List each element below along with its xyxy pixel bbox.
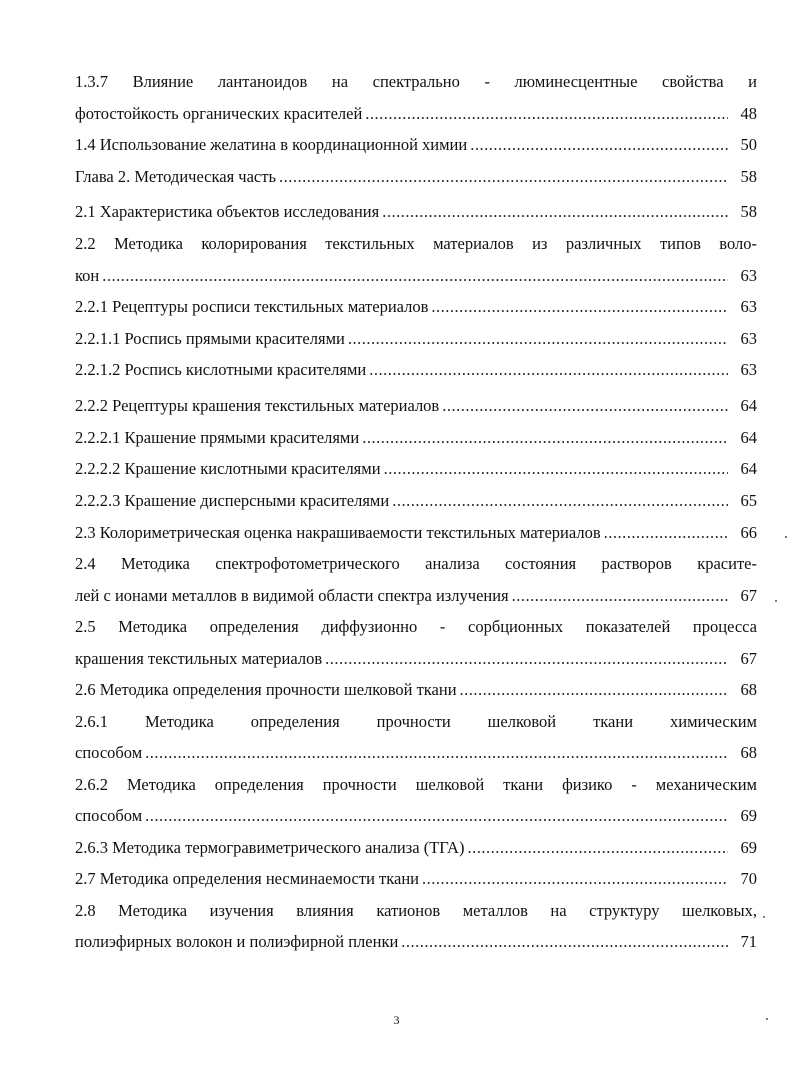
dot-leader <box>460 677 728 703</box>
toc-entry-text: 1.4 Использование желатина в координационной химии <box>75 135 468 154</box>
toc-line <box>75 803 757 829</box>
scan-speck <box>763 916 765 918</box>
toc-page-number: 66 <box>740 523 757 542</box>
dot-leader <box>325 646 728 672</box>
toc-entry-text: 2.4 Методика спектрофотометрического анализа состояния растворов красите- <box>75 554 757 573</box>
toc-page-number: 67 <box>740 586 757 605</box>
toc-page-number: 63 <box>740 360 757 379</box>
toc-entry-text: 2.2 Методика колорирования текстильных материалов из различных типов воло- <box>75 234 757 253</box>
toc-page-number: 48 <box>740 104 757 123</box>
toc-page-number: 67 <box>740 649 757 668</box>
toc-page-number: 68 <box>740 743 757 762</box>
toc-line <box>75 456 757 482</box>
toc-line <box>75 646 757 672</box>
scan-speck <box>785 536 787 538</box>
toc-page-number: 68 <box>740 680 757 699</box>
scan-speck <box>775 600 777 602</box>
toc-page-number: 71 <box>740 932 757 951</box>
toc-entry-text: 2.1 Характеристика объектов исследования <box>75 202 380 221</box>
toc-line <box>75 164 757 190</box>
toc-line <box>75 772 757 798</box>
dot-leader <box>279 164 728 190</box>
toc-line <box>75 326 757 352</box>
toc-line <box>75 866 757 892</box>
dot-leader <box>442 393 728 419</box>
toc-page-number: 64 <box>740 459 757 478</box>
toc-line <box>75 740 757 766</box>
toc-page-number: 64 <box>740 396 757 415</box>
dot-leader <box>392 488 728 514</box>
dot-leader <box>401 929 728 955</box>
toc-entry-text: Глава 2. Методическая часть <box>75 167 276 186</box>
toc-entry-text: 2.2.1 Рецептуры росписи текстильных материалов <box>75 297 429 316</box>
toc-entry-text: 2.2.2.3 Крашение дисперсными красителями <box>75 491 390 510</box>
toc-entry-text: 1.3.7 Влияние лантаноидов на спектрально - люминесцентные свойства и <box>75 72 757 91</box>
toc-line <box>75 132 757 158</box>
toc-line <box>75 677 757 703</box>
toc-entry-text: фотостойкость органических красителей <box>75 104 363 123</box>
toc-page-number: 58 <box>740 202 757 221</box>
toc-line <box>75 551 757 577</box>
toc-entry-text: кон <box>75 266 100 285</box>
toc-line <box>75 231 757 257</box>
toc-line <box>75 898 757 924</box>
toc-entry-text: 2.8 Методика изучения влияния катионов металлов на структуру шелковых, <box>75 901 757 920</box>
toc-page-number: 69 <box>740 838 757 857</box>
toc-page-number: 63 <box>740 297 757 316</box>
toc-line <box>75 69 757 95</box>
toc-entry-text: 2.6 Методика определения прочности шелковой ткани <box>75 680 457 699</box>
toc-entry-text: 2.7 Методика определения несминаемости ткани <box>75 869 420 888</box>
toc-page-number: 58 <box>740 167 757 186</box>
dot-leader <box>369 357 728 383</box>
toc-line <box>75 488 757 514</box>
toc-line <box>75 929 757 955</box>
toc-line <box>75 199 757 225</box>
dot-leader <box>145 740 728 766</box>
toc-page-number: 63 <box>740 266 757 285</box>
dot-leader <box>431 294 728 320</box>
toc-line <box>75 294 757 320</box>
toc-line <box>75 393 757 419</box>
toc-entry-text: 2.5 Методика определения диффузионно - сорбционных показателей процесса <box>75 617 757 636</box>
toc-entry-text: крашения текстильных материалов <box>75 649 323 668</box>
toc-page-number: 69 <box>740 806 757 825</box>
toc-line <box>75 709 757 735</box>
scan-speck <box>766 1018 768 1020</box>
toc-entry-text: способом <box>75 743 143 762</box>
dot-leader <box>102 263 728 289</box>
toc-page-number: 65 <box>740 491 757 510</box>
toc-entry-text: способом <box>75 806 143 825</box>
dot-leader <box>382 199 728 225</box>
dot-leader <box>422 866 728 892</box>
toc-entry-text: 2.2.1.2 Роспись кислотными красителями <box>75 360 367 379</box>
toc-line <box>75 425 757 451</box>
page-number: 3 <box>393 1013 400 1027</box>
dot-leader <box>145 803 728 829</box>
toc-page-number: 63 <box>740 329 757 348</box>
toc-entry-text: 2.2.2.2 Крашение кислотными красителями <box>75 459 381 478</box>
toc-line <box>75 101 757 127</box>
toc-entry-text: 2.2.1.1 Роспись прямыми красителями <box>75 329 345 348</box>
toc-entry-text: лей с ионами металлов в видимой области спектра излучения <box>75 586 509 605</box>
dot-leader <box>604 520 728 546</box>
toc-entry-text: 2.6.2 Методика определения прочности шелковой ткани физико - механическим <box>75 775 757 794</box>
toc-entry-text: 2.3 Колориметрическая оценка накрашиваемости текстильных материалов <box>75 523 601 542</box>
toc-entry-text: 2.2.2 Рецептуры крашения текстильных материалов <box>75 396 440 415</box>
toc-line <box>75 357 757 383</box>
dot-leader <box>362 425 728 451</box>
toc-line <box>75 614 757 640</box>
dot-leader <box>384 456 728 482</box>
dot-leader <box>470 132 728 158</box>
toc-entry-text: полиэфирных волокон и полиэфирной пленки <box>75 932 399 951</box>
toc-line <box>75 520 757 546</box>
toc-page-number: 64 <box>740 428 757 447</box>
toc-entry-text: 2.6.3 Методика термогравиметрического анализа (ТГА) <box>75 838 465 857</box>
toc-line <box>75 263 757 289</box>
dot-leader <box>348 326 728 352</box>
dot-leader <box>467 835 728 861</box>
toc-entry-text: 2.6.1 Методика определения прочности шелковой ткани химическим <box>75 712 757 731</box>
toc-page-number: 50 <box>740 135 757 154</box>
toc-entry-text: 2.2.2.1 Крашение прямыми красителями <box>75 428 360 447</box>
dot-leader <box>512 583 728 609</box>
dot-leader <box>365 101 728 127</box>
toc-line <box>75 583 757 609</box>
toc-line <box>75 835 757 861</box>
toc-page-number: 70 <box>740 869 757 888</box>
